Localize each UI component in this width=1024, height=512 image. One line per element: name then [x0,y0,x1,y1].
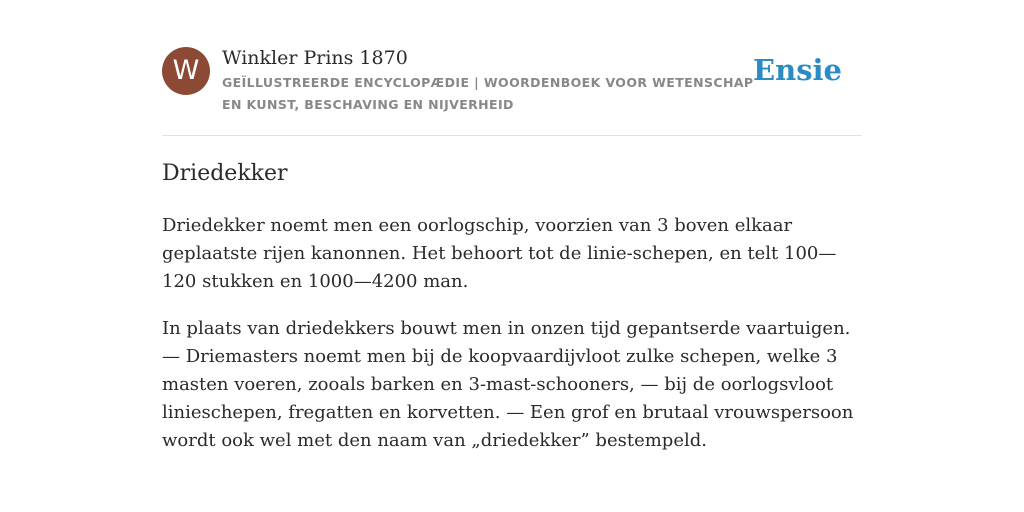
source-avatar[interactable]: W [162,47,210,95]
source-title[interactable]: Winkler Prins 1870 [222,47,408,69]
entry-card [162,46,862,451]
entry-title: Driedekker [162,161,288,186]
entry-paragraph: Driedekker noemt men een oorlogschip, voorzien van 3 boven elkaar geplaatste rijen kanonnen. Het behoort tot de linie-schepen, en telt 100—120 stukken en 1000—4200 man. [162,215,837,292]
entry-paragraph: In plaats van driedekkers bouwt men in onzen tijd gepantserde vaartuigen. — Driemasters noemt men bij de koopvaardijvloot zulke schepen, welke 3 masten voeren, zooals barken en 3-mast-schooners, — bij de oorlogsvloot linieschepen, fregatten en korvetten. — Een grof en brutaal vrouwspersoon wordt ook wel met den naam van „driedekker” bestempeld. [162,318,854,451]
source-subtitle: GEÏLLUSTREERDE ENCYCLOPÆDIE | WOORDENBOEK VOOR WETENSCHAP EN KUNST, BESCHAVING EN NIJVERHEID [222,75,754,112]
source-header [162,46,862,136]
ensie-logo[interactable]: Ensie [753,53,842,87]
